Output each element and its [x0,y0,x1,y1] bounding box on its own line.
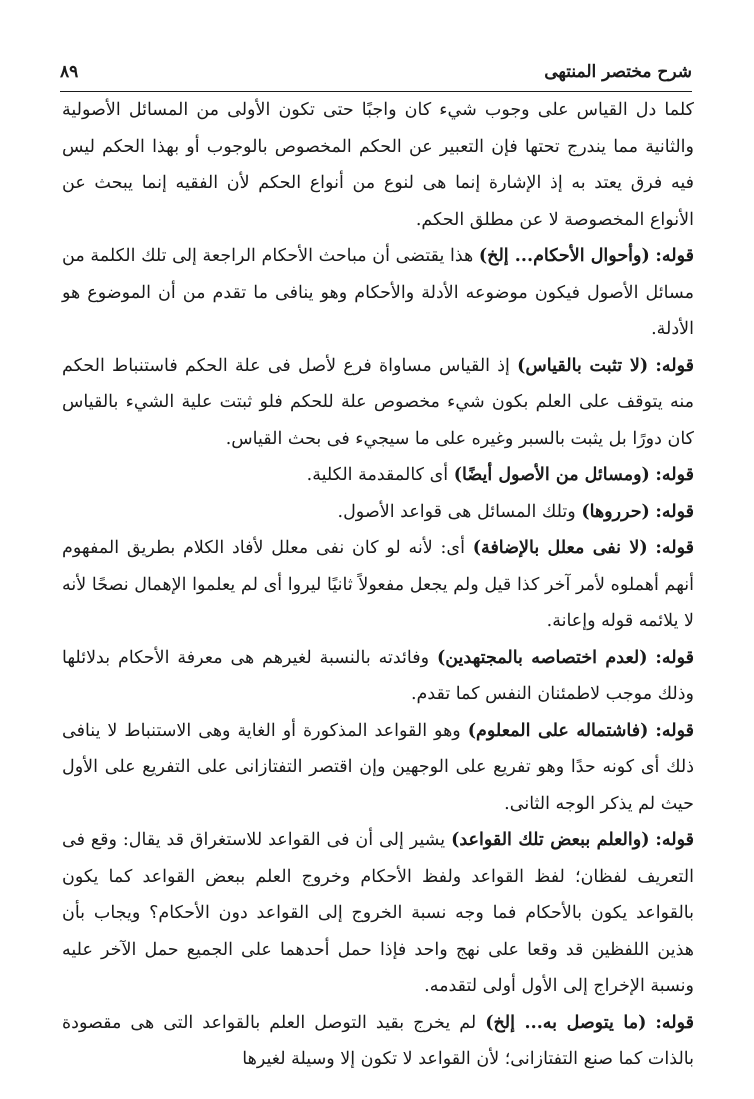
quoted-phrase: (لا تثبت بالقياس) [517,355,649,376]
entry-text: يشير إلى أن فى القواعد للاستغراق قد يقال: وقع فى التعريف لفظان؛ لفظ القواعد ولفظ الأحكام وخروج العلم ببعض القواعد كما يكون بالقواعد يكون بالأحكام فما وجه نسبة الخروج إلى القواعد دون الأحكام؟ ويجاب بأن هذين اللفظين قد وقعا على نهج واحد فإذا حمل أحدهما على الجميع حمل الآخر عليه ونسبة الإخراج إلى الأول أولى لتقدمه. [62,830,694,996]
entry-label: قوله: [655,246,694,266]
commentary-entry [62,640,694,713]
entry-text: أى: لأنه لو كان نفى معلل لأفاد الكلام بطريق المفهوم أنهم أهملوه لأمر آخر كذا قيل ولم يجعل مفعولاً ثانيًا ليروا أى لم يعلموا الإهمال نصحًا لأنه لا يلائمه قوله وإعانة. [62,538,694,631]
commentary-entry [62,530,694,640]
quoted-phrase: (والعلم ببعض تلك القواعد) [451,830,650,850]
entry-label: قوله: [655,355,694,376]
quoted-phrase: (ما يتوصل به... إلخ) [485,1012,647,1033]
header-title: شرح مختصر المنتهى [544,62,692,82]
entry-text: وتلك المسائل هى قواعد الأصول. [337,501,582,522]
commentary-entry [62,238,694,348]
paragraph-text: كلما دل القياس على وجوب شيء كان واجبًا حتى تكون الأولى من المسائل الأصولية والثانية مما يندرج تحتها فإن التعبير عن الحكم المخصوص بالوجوب أو بهذا الحكم ليس فيه فرق يعتد به إذ الإشارة إنما هى لنوع من أنواع الحكم لأن الفقيه إنما يبحث عن الأنواع المخصوصة لا عن مطلق الحكم. [62,100,694,230]
entry-label: قوله: [655,501,694,522]
entry-text: وهو القواعد المذكورة أو الغاية وهى الاستنباط لا ينافى ذلك أى كونه حدًا وهو تفريع على الوجهين وإن اقتصر التفتازانى على التفريع على الأول حيث لم يذكر الوجه الثانى. [62,720,694,814]
entry-text: هذا يقتضى أن مباحث الأحكام الراجعة إلى تلك الكلمة من مسائل الأصول فيكون موضوعه الأدلة والأحكام وهو ينافى ما تقدم من أن الموضوع هو الأدلة. [62,246,694,339]
entry-label: قوله: [655,465,694,485]
entry-text: لم يخرج بقيد التوصل العلم بالقواعد التى هى مقصودة بالذات كما صنع التفتازانى؛ لأن القواعد لا تكون إلا وسيلة لغيرها [62,1012,694,1069]
commentary-entry [62,822,694,1005]
quoted-phrase: (فاشتماله على المعلوم) [467,720,649,741]
paragraph [62,92,694,238]
entry-text: أى كالمقدمة الكلية. [306,465,454,485]
commentary-entry [62,1005,694,1078]
entry-text: وفائدته بالنسبة لغيرهم هى معرفة الأحكام بدلائلها وذلك موجب لاطمئنان النفس كما تقدم. [62,647,694,704]
page-body [62,92,694,1078]
commentary-entry [62,348,694,458]
entry-label: قوله: [655,720,695,741]
quoted-phrase: (حرروها) [581,501,650,522]
entry-label: قوله: [655,830,694,850]
quoted-phrase: (لعدم اختصاصه بالمجتهدين) [436,647,648,668]
commentary-entry [62,457,694,494]
entry-text: إذ القياس مساواة فرع لأصل فى علة الحكم فاستنباط الحكم منه يتوقف على العلم بكون شيء مخصوص علة للحكم فلو ثبتت علية الشيء بالقياس كان دورًا بل يثبت بالسبر وغيره على ما سيجيء فى بحث القياس. [62,355,694,449]
quoted-phrase: (لا نفى معلل بالإضافة) [472,538,648,558]
entry-label: قوله: [655,647,694,668]
commentary-entry [62,713,694,823]
entry-label: قوله: [655,538,694,558]
quoted-phrase: (ومسائل من الأصول أيضًا) [453,465,650,485]
running-header [60,58,692,90]
quoted-phrase: (وأحوال الأحكام... إلخ) [478,246,650,266]
entry-label: قوله: [655,1012,694,1033]
commentary-entry [62,494,694,531]
page-number: ٨٩ [60,62,79,82]
